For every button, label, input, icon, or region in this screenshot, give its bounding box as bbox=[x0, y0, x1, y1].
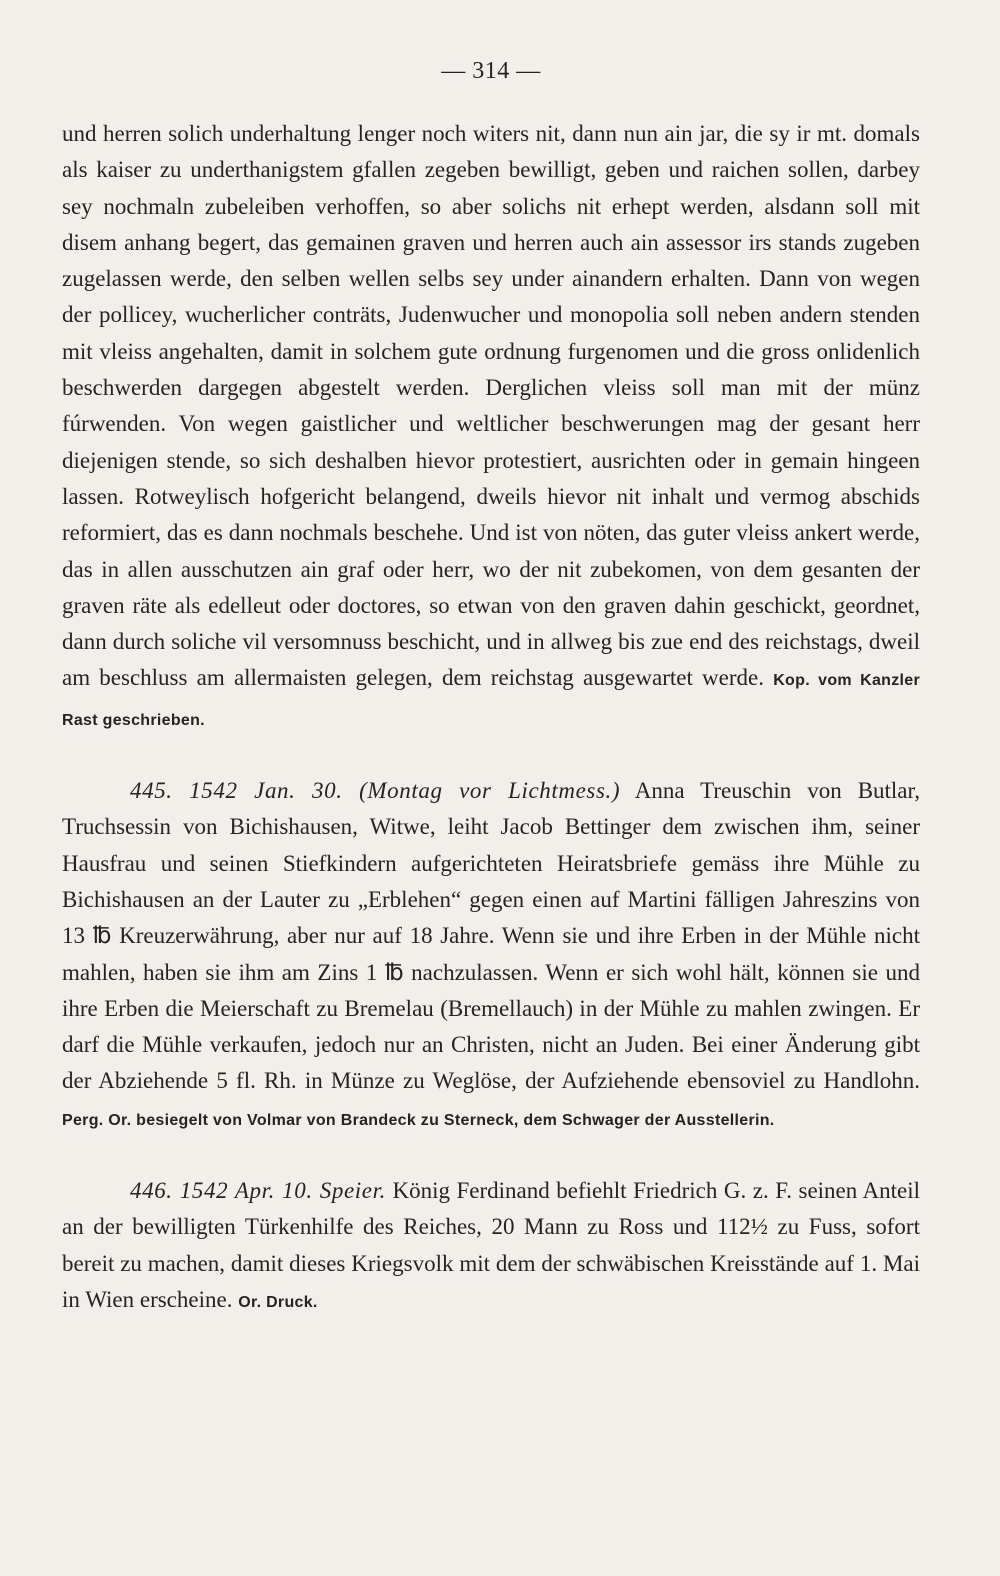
source-note: Kop. vom Kanzler Rast geschrieben. bbox=[62, 672, 921, 729]
page-number: — 314 — bbox=[441, 58, 541, 84]
entry-text: Anna Treuschin von Butlar, Truchsessin von Bichishausen, Witwe, leiht Jacob Bettinger dem zwischen ihm, seiner Hausfrau und seinen Stiefkindern aufgerichteten Heiratsbriefe gemäss ihre Mühle zu Bichishausen an der Lauter zu „Erblehen“ gegen einen auf Martini fälligen Jahreszins von 13 ℔ Kreuzerwährung, aber nur auf 18 Jahre. Wenn sie und ihre Erben in der Mühle nicht mahlen, haben sie ihm am Zins 1 ℔ nachzulassen. Wenn er sich wohl hält, können sie und ihre Erben die Meierschaft zu Bremelau (Bremellauch) in der Mühle zu mahlen zwingen. Er darf die Mühle verkaufen, jedoch nur an Christen, nicht an Juden. Bei einer Änderung gibt der Abziehende 5 fl. Rh. in Münze zu Weglöse, der Aufziehende ebensoviel zu Handlohn. bbox=[62, 778, 921, 1094]
entry-continuation bbox=[62, 116, 920, 739]
entry-heading: 445. 1542 Jan. 30. (Montag vor Lichtmess.) bbox=[130, 778, 621, 804]
entry-446 bbox=[62, 1173, 920, 1321]
entry-445 bbox=[62, 773, 920, 1139]
entry-heading: 446. 1542 Apr. 10. Speier. bbox=[130, 1178, 386, 1204]
source-note: Perg. Or. besiegelt von Volmar von Brandeck zu Sterneck, dem Schwager der Ausstellerin. bbox=[62, 1111, 775, 1129]
entry-text: König Ferdinand befiehlt Friedrich G. z. F. seinen Anteil an der bewilligten Türkenhilfe des Reiches, 20 Mann zu Ross und 112½ zu Fuss, sofort bereit zu machen, damit dieses Kriegsvolk mit dem der schwäbischen Kreisstände auf 1. Mai in Wien erscheine. bbox=[62, 1178, 921, 1312]
entry-text: und herren solich underhaltung lenger noch witers nit, dann nun ain jar, die sy ir mt. domals als kaiser zu underthanigstem gfallen zegeben bewilligt, geben und raichen sollen, darbey sey nochmaln zubeleiben verhoffen, so aber solichs nit erhept werden, alsdann soll mit disem anhang begert, das gemainen graven und herren auch ain assessor irs stands zugeben zugelassen werde, den selben wellen selbs sey under ainandern erhalten. Dann von wegen der pollicey, wucherlicher conträts, Judenwucher und monopolia soll neben andern stenden mit vleiss angehalten, damit in solchem gute ordnung furgenomen und die gross onlidenlich beschwerden dargegen abgestelt werden. Derglichen vleiss soll man mit der münz fúrwenden. Von wegen gaistlicher und weltlicher beschwerungen mag der gesant herr diejenigen stende, so sich deshalben hievor protestiert, ausrichten oder in gemain hingeen lassen. Rotweylisch hofgericht belangend, dweils hievor nit inhalt und vermog abschids reformiert, das es dann nochmals beschehe. Und ist von nöten, das guter vleiss ankert werde, das in allen ausschutzen ain graf oder herr, wo der nit zubekomen, von dem gesanten der graven räte als edelleut oder doctores, so etwan von den graven dahin geschickt, geordnet, dann durch soliche vil versomnuss beschicht, und in allweg bis zue end des reichstags, dweil am beschluss am allermaisten gelegen, dem reichstag ausgewartet werde. bbox=[62, 121, 920, 691]
source-note: Or. Druck. bbox=[238, 1293, 318, 1311]
